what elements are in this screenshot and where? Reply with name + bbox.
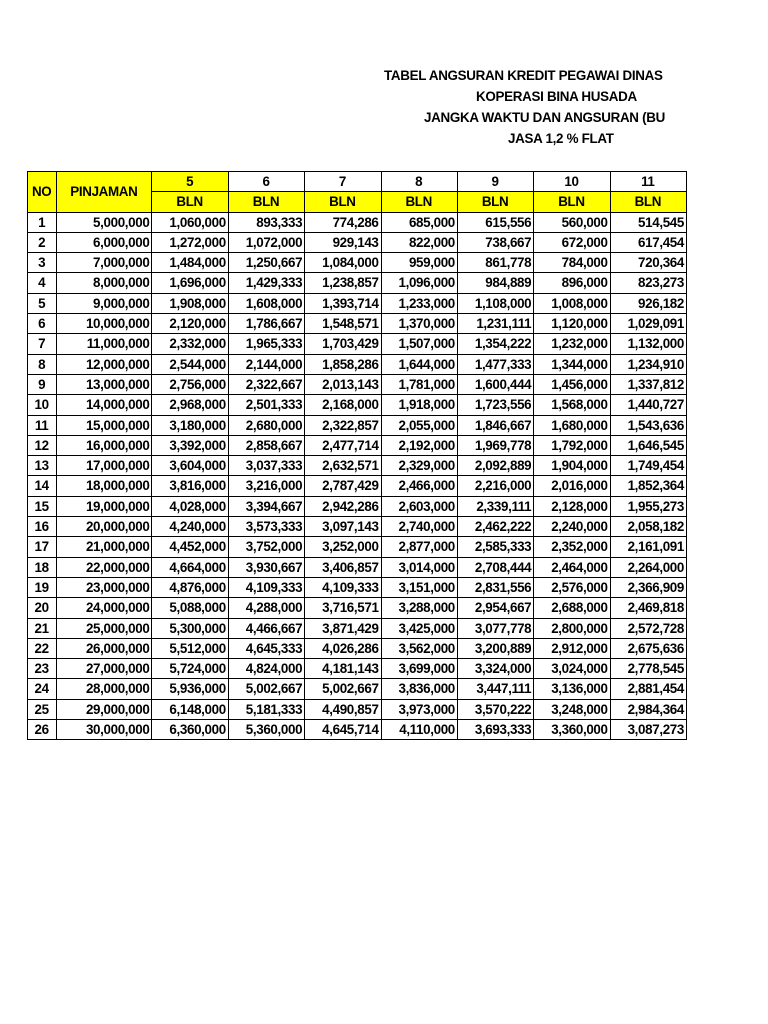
installment-cell: 1,646,545 [610, 435, 686, 455]
installment-cell: 2,881,454 [610, 679, 686, 699]
installment-cell: 1,440,727 [610, 395, 686, 415]
installment-cell: 2,912,000 [534, 638, 610, 658]
installment-cell: 2,740,000 [381, 517, 457, 537]
installment-cell: 2,329,000 [381, 456, 457, 476]
installment-cell: 5,724,000 [152, 659, 228, 679]
table-row [28, 415, 687, 435]
header-no: NO [28, 172, 57, 213]
installment-cell: 3,562,000 [381, 638, 457, 658]
installment-cell: 2,954,667 [457, 598, 533, 618]
installment-cell: 1,429,333 [228, 273, 304, 293]
installment-cell: 3,604,000 [152, 456, 228, 476]
installment-cell: 2,322,857 [305, 415, 381, 435]
table-row [28, 253, 687, 273]
installment-cell: 2,120,000 [152, 314, 228, 334]
installment-cell: 2,576,000 [534, 577, 610, 597]
table-row [28, 314, 687, 334]
installment-cell: 1,233,000 [381, 293, 457, 313]
row-number-cell: 15 [28, 496, 57, 516]
loan-amount-cell: 24,000,000 [57, 598, 152, 618]
installment-cell: 2,787,429 [305, 476, 381, 496]
installment-cell: 3,200,889 [457, 638, 533, 658]
installment-cell: 3,716,571 [305, 598, 381, 618]
installment-cell: 2,544,000 [152, 354, 228, 374]
installment-cell: 3,037,333 [228, 456, 304, 476]
installment-cell: 2,877,000 [381, 537, 457, 557]
loan-amount-cell: 17,000,000 [57, 456, 152, 476]
loan-amount-cell: 21,000,000 [57, 537, 152, 557]
table-row [28, 273, 687, 293]
installment-cell: 672,000 [534, 232, 610, 252]
installment-cell: 3,180,000 [152, 415, 228, 435]
installment-cell: 1,120,000 [534, 314, 610, 334]
installment-cell: 4,452,000 [152, 537, 228, 557]
installment-cell: 6,148,000 [152, 699, 228, 719]
installment-cell: 5,002,667 [305, 679, 381, 699]
installment-cell: 5,088,000 [152, 598, 228, 618]
installment-cell: 929,143 [305, 232, 381, 252]
installment-cell: 2,144,000 [228, 354, 304, 374]
installment-cell: 3,248,000 [534, 699, 610, 719]
installment-cell: 2,632,571 [305, 456, 381, 476]
installment-cell: 1,781,000 [381, 374, 457, 394]
installment-cell: 4,028,000 [152, 496, 228, 516]
installment-cell: 959,000 [381, 253, 457, 273]
installment-cell: 3,252,000 [305, 537, 381, 557]
loan-amount-cell: 18,000,000 [57, 476, 152, 496]
table-body [28, 212, 687, 740]
installment-cell: 1,507,000 [381, 334, 457, 354]
installment-cell: 2,464,000 [534, 557, 610, 577]
installment-cell: 2,585,333 [457, 537, 533, 557]
installment-cell: 2,477,714 [305, 435, 381, 455]
loan-amount-cell: 28,000,000 [57, 679, 152, 699]
installment-cell: 2,572,728 [610, 618, 686, 638]
header-unit: BLN [228, 192, 304, 212]
installment-cell: 3,699,000 [381, 659, 457, 679]
table-row [28, 557, 687, 577]
loan-amount-cell: 5,000,000 [57, 212, 152, 232]
installment-cell: 3,816,000 [152, 476, 228, 496]
installment-cell: 1,680,000 [534, 415, 610, 435]
installment-cell: 3,087,273 [610, 720, 686, 740]
installment-cell: 823,273 [610, 273, 686, 293]
table-row [28, 720, 687, 740]
installment-cell: 4,824,000 [228, 659, 304, 679]
loan-amount-cell: 12,000,000 [57, 354, 152, 374]
installment-cell: 2,462,222 [457, 517, 533, 537]
loan-amount-cell: 23,000,000 [57, 577, 152, 597]
installment-cell: 2,352,000 [534, 537, 610, 557]
table-row [28, 293, 687, 313]
table-row [28, 456, 687, 476]
installment-cell: 1,354,222 [457, 334, 533, 354]
table-row [28, 577, 687, 597]
row-number-cell: 7 [28, 334, 57, 354]
header-month: 11 [610, 172, 686, 192]
row-number-cell: 4 [28, 273, 57, 293]
row-number-cell: 21 [28, 618, 57, 638]
loan-amount-cell: 6,000,000 [57, 232, 152, 252]
installment-cell: 560,000 [534, 212, 610, 232]
row-number-cell: 1 [28, 212, 57, 232]
installment-cell: 2,469,818 [610, 598, 686, 618]
row-number-cell: 13 [28, 456, 57, 476]
installment-cell: 3,014,000 [381, 557, 457, 577]
installment-cell: 2,858,667 [228, 435, 304, 455]
row-number-cell: 19 [28, 577, 57, 597]
table-row [28, 699, 687, 719]
loan-amount-cell: 20,000,000 [57, 517, 152, 537]
row-number-cell: 17 [28, 537, 57, 557]
loan-amount-cell: 19,000,000 [57, 496, 152, 516]
header-pinjaman: PINJAMAN [57, 172, 152, 213]
table-row [28, 496, 687, 516]
loan-amount-cell: 8,000,000 [57, 273, 152, 293]
installment-cell: 3,425,000 [381, 618, 457, 638]
installment-cell: 3,288,000 [381, 598, 457, 618]
installment-cell: 3,871,429 [305, 618, 381, 638]
table-row [28, 618, 687, 638]
installment-cell: 4,110,000 [381, 720, 457, 740]
installment-cell: 1,792,000 [534, 435, 610, 455]
installment-cell: 984,889 [457, 273, 533, 293]
row-number-cell: 11 [28, 415, 57, 435]
loan-amount-cell: 29,000,000 [57, 699, 152, 719]
installment-cell: 2,128,000 [534, 496, 610, 516]
loan-amount-cell: 11,000,000 [57, 334, 152, 354]
table-row [28, 232, 687, 252]
installment-cell: 3,136,000 [534, 679, 610, 699]
row-number-cell: 20 [28, 598, 57, 618]
table-row [28, 334, 687, 354]
header-month: 7 [305, 172, 381, 192]
installment-cell: 2,831,556 [457, 577, 533, 597]
title-line-1: TABEL ANGSURAN KREDIT PEGAWAI DINAS [384, 68, 663, 83]
installment-cell: 2,168,000 [305, 395, 381, 415]
installment-cell: 2,058,182 [610, 517, 686, 537]
installment-cell: 1,084,000 [305, 253, 381, 273]
title-line-3: JANGKA WAKTU DAN ANGSURAN (BU [424, 110, 666, 125]
installment-cell: 1,456,000 [534, 374, 610, 394]
installment-cell: 4,288,000 [228, 598, 304, 618]
header-month: 9 [457, 172, 533, 192]
row-number-cell: 16 [28, 517, 57, 537]
installment-cell: 1,568,000 [534, 395, 610, 415]
installment-table-viewport [27, 171, 684, 743]
row-number-cell: 25 [28, 699, 57, 719]
installment-cell: 514,545 [610, 212, 686, 232]
installment-cell: 2,240,000 [534, 517, 610, 537]
row-number-cell: 18 [28, 557, 57, 577]
installment-cell: 1,965,333 [228, 334, 304, 354]
installment-cell: 3,324,000 [457, 659, 533, 679]
loan-amount-cell: 15,000,000 [57, 415, 152, 435]
table-row [28, 537, 687, 557]
installment-cell: 1,904,000 [534, 456, 610, 476]
installment-cell: 738,667 [457, 232, 533, 252]
header-unit: BLN [305, 192, 381, 212]
installment-cell: 1,096,000 [381, 273, 457, 293]
installment-cell: 3,570,222 [457, 699, 533, 719]
installment-cell: 1,846,667 [457, 415, 533, 435]
header-month: 5 [152, 172, 228, 192]
installment-cell: 1,548,571 [305, 314, 381, 334]
installment-cell: 4,466,667 [228, 618, 304, 638]
installment-cell: 3,394,667 [228, 496, 304, 516]
installment-cell: 2,688,000 [534, 598, 610, 618]
installment-cell: 685,000 [381, 212, 457, 232]
installment-cell: 4,645,333 [228, 638, 304, 658]
installment-cell: 3,752,000 [228, 537, 304, 557]
installment-cell: 5,181,333 [228, 699, 304, 719]
installment-cell: 2,322,667 [228, 374, 304, 394]
installment-cell: 822,000 [381, 232, 457, 252]
installment-cell: 4,490,857 [305, 699, 381, 719]
header-month: 10 [534, 172, 610, 192]
installment-cell: 1,608,000 [228, 293, 304, 313]
row-number-cell: 26 [28, 720, 57, 740]
installment-cell: 2,603,000 [381, 496, 457, 516]
installment-cell: 5,512,000 [152, 638, 228, 658]
table-row [28, 476, 687, 496]
table-header [28, 172, 687, 213]
installment-cell: 4,026,286 [305, 638, 381, 658]
loan-amount-cell: 30,000,000 [57, 720, 152, 740]
installment-cell: 5,936,000 [152, 679, 228, 699]
installment-cell: 4,240,000 [152, 517, 228, 537]
installment-cell: 2,680,000 [228, 415, 304, 435]
row-number-cell: 24 [28, 679, 57, 699]
header-unit: BLN [381, 192, 457, 212]
installment-cell: 3,447,111 [457, 679, 533, 699]
table-row [28, 354, 687, 374]
installment-cell: 1,029,091 [610, 314, 686, 334]
header-row-months [28, 172, 687, 192]
loan-amount-cell: 9,000,000 [57, 293, 152, 313]
table-row [28, 638, 687, 658]
table-row [28, 395, 687, 415]
installment-cell: 617,454 [610, 232, 686, 252]
installment-cell: 1,600,444 [457, 374, 533, 394]
row-number-cell: 23 [28, 659, 57, 679]
installment-cell: 5,002,667 [228, 679, 304, 699]
header-month: 6 [228, 172, 304, 192]
row-number-cell: 12 [28, 435, 57, 455]
installment-cell: 1,543,636 [610, 415, 686, 435]
row-number-cell: 9 [28, 374, 57, 394]
installment-cell: 720,364 [610, 253, 686, 273]
installment-cell: 1,858,286 [305, 354, 381, 374]
installment-cell: 784,000 [534, 253, 610, 273]
document-title-block [360, 66, 768, 156]
installment-cell: 615,556 [457, 212, 533, 232]
table-row [28, 435, 687, 455]
installment-cell: 1,969,778 [457, 435, 533, 455]
installment-cell: 2,161,091 [610, 537, 686, 557]
installment-cell: 3,973,000 [381, 699, 457, 719]
loan-amount-cell: 10,000,000 [57, 314, 152, 334]
installment-cell: 1,703,429 [305, 334, 381, 354]
loan-amount-cell: 13,000,000 [57, 374, 152, 394]
installment-cell: 1,272,000 [152, 232, 228, 252]
installment-cell: 774,286 [305, 212, 381, 232]
installment-cell: 1,231,111 [457, 314, 533, 334]
installment-cell: 1,477,333 [457, 354, 533, 374]
installment-cell: 1,132,000 [610, 334, 686, 354]
installment-cell: 3,360,000 [534, 720, 610, 740]
table-row [28, 598, 687, 618]
installment-cell: 2,216,000 [457, 476, 533, 496]
installment-cell: 4,109,333 [305, 577, 381, 597]
installment-cell: 2,366,909 [610, 577, 686, 597]
installment-cell: 893,333 [228, 212, 304, 232]
installment-cell: 1,484,000 [152, 253, 228, 273]
installment-cell: 3,077,778 [457, 618, 533, 638]
installment-cell: 3,097,143 [305, 517, 381, 537]
title-line-4: JASA 1,2 % FLAT [508, 131, 614, 146]
installment-cell: 1,786,667 [228, 314, 304, 334]
loan-amount-cell: 7,000,000 [57, 253, 152, 273]
installment-cell: 2,968,000 [152, 395, 228, 415]
installment-cell: 2,264,000 [610, 557, 686, 577]
installment-cell: 1,234,910 [610, 354, 686, 374]
installment-cell: 861,778 [457, 253, 533, 273]
installment-cell: 2,092,889 [457, 456, 533, 476]
installment-cell: 2,013,143 [305, 374, 381, 394]
installment-cell: 1,344,000 [534, 354, 610, 374]
installment-cell: 1,232,000 [534, 334, 610, 354]
installment-cell: 3,930,667 [228, 557, 304, 577]
installment-cell: 1,337,812 [610, 374, 686, 394]
installment-cell: 1,696,000 [152, 273, 228, 293]
row-number-cell: 10 [28, 395, 57, 415]
installment-cell: 1,108,000 [457, 293, 533, 313]
installment-cell: 2,192,000 [381, 435, 457, 455]
installment-cell: 1,852,364 [610, 476, 686, 496]
installment-cell: 1,749,454 [610, 456, 686, 476]
installment-cell: 3,216,000 [228, 476, 304, 496]
installment-table [27, 171, 687, 740]
loan-amount-cell: 16,000,000 [57, 435, 152, 455]
installment-cell: 1,393,714 [305, 293, 381, 313]
installment-cell: 3,024,000 [534, 659, 610, 679]
table-row [28, 659, 687, 679]
installment-cell: 3,392,000 [152, 435, 228, 455]
row-number-cell: 14 [28, 476, 57, 496]
installment-cell: 4,645,714 [305, 720, 381, 740]
installment-cell: 896,000 [534, 273, 610, 293]
installment-cell: 2,466,000 [381, 476, 457, 496]
installment-cell: 1,238,857 [305, 273, 381, 293]
row-number-cell: 8 [28, 354, 57, 374]
table-row [28, 212, 687, 232]
installment-cell: 1,008,000 [534, 293, 610, 313]
installment-cell: 1,072,000 [228, 232, 304, 252]
installment-cell: 1,060,000 [152, 212, 228, 232]
loan-amount-cell: 22,000,000 [57, 557, 152, 577]
installment-cell: 3,406,857 [305, 557, 381, 577]
installment-cell: 1,908,000 [152, 293, 228, 313]
loan-amount-cell: 25,000,000 [57, 618, 152, 638]
row-number-cell: 3 [28, 253, 57, 273]
loan-amount-cell: 27,000,000 [57, 659, 152, 679]
installment-cell: 926,182 [610, 293, 686, 313]
installment-cell: 6,360,000 [152, 720, 228, 740]
installment-cell: 4,109,333 [228, 577, 304, 597]
row-number-cell: 6 [28, 314, 57, 334]
table-row [28, 517, 687, 537]
loan-amount-cell: 14,000,000 [57, 395, 152, 415]
installment-cell: 1,644,000 [381, 354, 457, 374]
installment-cell: 2,984,364 [610, 699, 686, 719]
installment-cell: 1,370,000 [381, 314, 457, 334]
header-unit: BLN [152, 192, 228, 212]
installment-cell: 2,339,111 [457, 496, 533, 516]
installment-cell: 2,708,444 [457, 557, 533, 577]
installment-cell: 3,836,000 [381, 679, 457, 699]
title-line-2: KOPERASI BINA HUSADA [476, 89, 637, 104]
installment-cell: 1,955,273 [610, 496, 686, 516]
table-row [28, 374, 687, 394]
row-number-cell: 2 [28, 232, 57, 252]
installment-cell: 3,151,000 [381, 577, 457, 597]
installment-cell: 2,055,000 [381, 415, 457, 435]
row-number-cell: 22 [28, 638, 57, 658]
row-number-cell: 5 [28, 293, 57, 313]
installment-cell: 3,573,333 [228, 517, 304, 537]
installment-cell: 2,778,545 [610, 659, 686, 679]
installment-cell: 2,942,286 [305, 496, 381, 516]
header-unit: BLN [457, 192, 533, 212]
header-unit: BLN [534, 192, 610, 212]
installment-cell: 2,756,000 [152, 374, 228, 394]
installment-cell: 2,016,000 [534, 476, 610, 496]
installment-cell: 4,181,143 [305, 659, 381, 679]
table-row [28, 679, 687, 699]
header-unit: BLN [610, 192, 686, 212]
installment-cell: 5,360,000 [228, 720, 304, 740]
installment-cell: 4,664,000 [152, 557, 228, 577]
installment-cell: 2,501,333 [228, 395, 304, 415]
installment-cell: 5,300,000 [152, 618, 228, 638]
installment-cell: 2,332,000 [152, 334, 228, 354]
installment-cell: 4,876,000 [152, 577, 228, 597]
installment-cell: 2,800,000 [534, 618, 610, 638]
loan-amount-cell: 26,000,000 [57, 638, 152, 658]
header-month: 8 [381, 172, 457, 192]
installment-cell: 1,918,000 [381, 395, 457, 415]
installment-cell: 1,250,667 [228, 253, 304, 273]
installment-cell: 1,723,556 [457, 395, 533, 415]
installment-cell: 3,693,333 [457, 720, 533, 740]
installment-cell: 2,675,636 [610, 638, 686, 658]
